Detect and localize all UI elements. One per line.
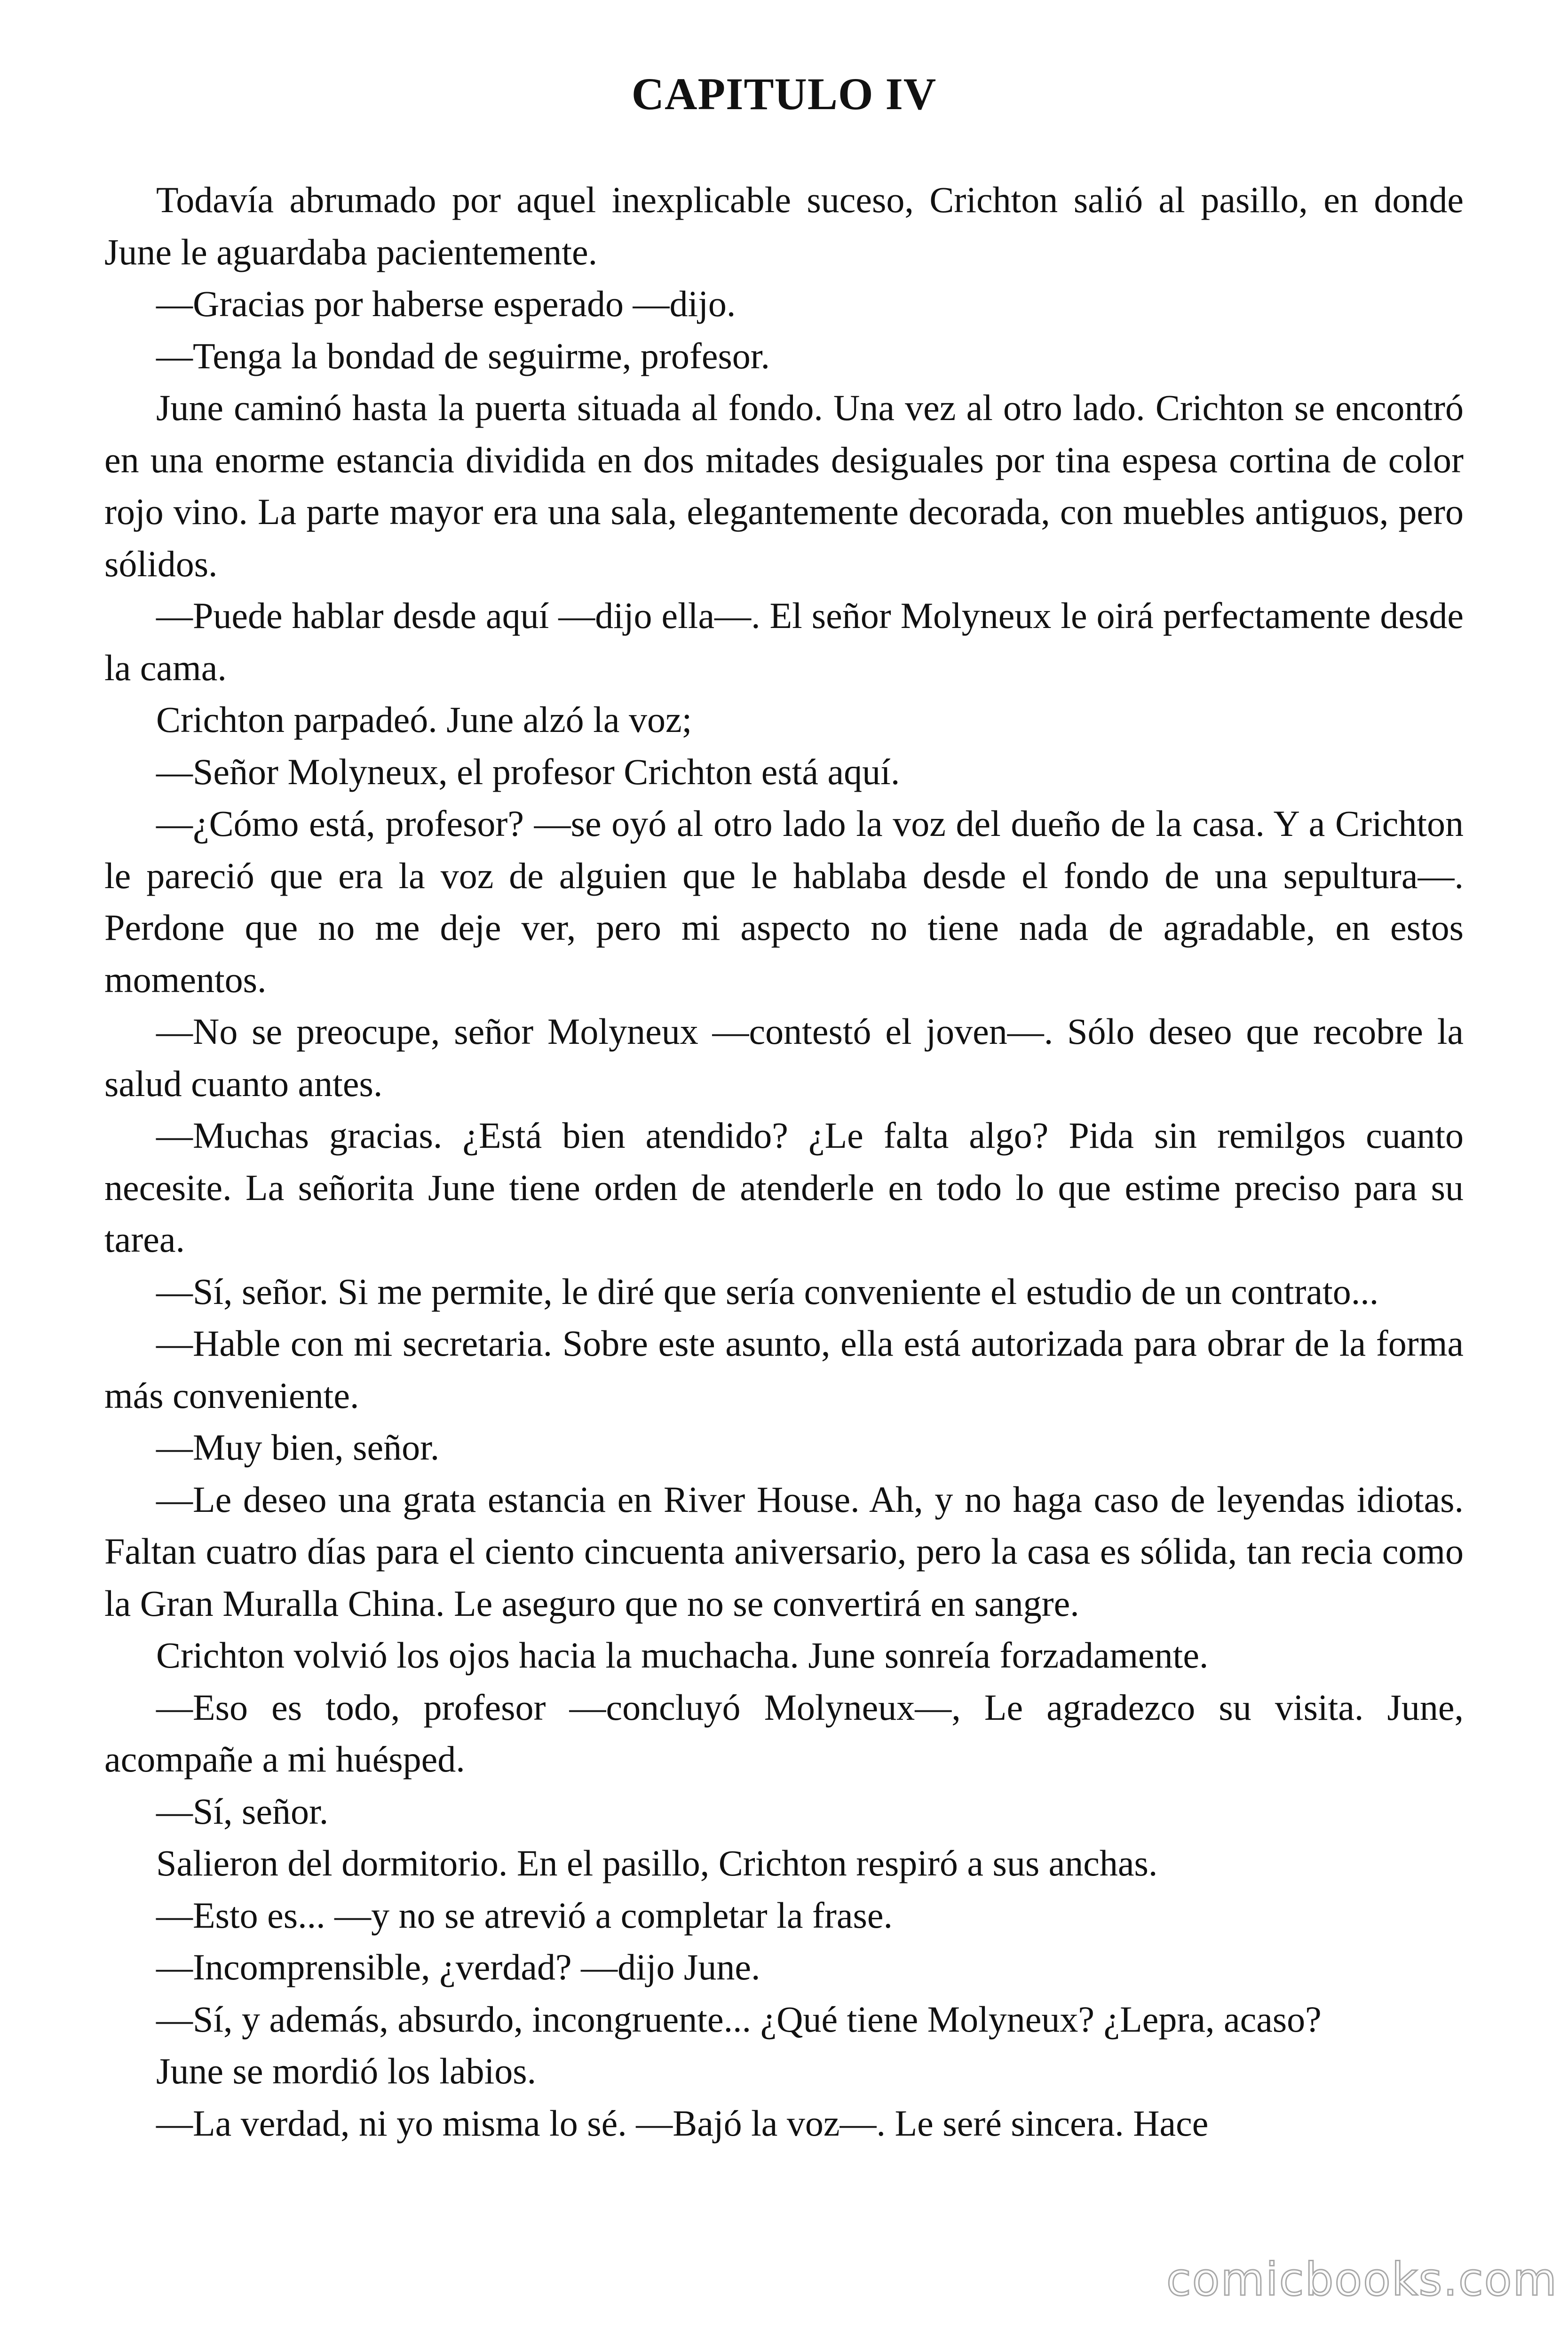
paragraph: —Sí, y además, absurdo, incongruente... ¿Qué tiene Molyneux? ¿Lepra, acaso?	[156, 1998, 1322, 2040]
paragraph: —Muy bien, señor.	[156, 1427, 440, 1468]
book-page	[104, 66, 1464, 2149]
paragraph: Crichton parpadeó. June alzó la voz;	[156, 699, 692, 740]
paragraph: Todavía abrumado por aquel inexplicable suceso, Crichton salió al pasillo, en donde June le aguardaba pacientemente.	[104, 179, 1464, 272]
paragraph: —Eso es todo, profesor —concluyó Molyneux—, Le agradezco su visita. June, acompañe a mi huésped.	[104, 1686, 1464, 1780]
paragraph: —Puede hablar desde aquí —dijo ella—. El señor Molyneux le oirá perfectamente desde la cama.	[104, 595, 1464, 688]
paragraph: June se mordió los labios.	[156, 2050, 537, 2091]
paragraph: —No se preocupe, señor Molyneux —contestó el joven—. Sólo deseo que recobre la salud cuanto antes.	[104, 1011, 1464, 1104]
paragraph: —Le deseo una grata estancia en River House. Ah, y no haga caso de leyendas idiotas. Faltan cuatro días para el ciento cincuenta aniversario, pero la casa es sólida, tan recia como la Gran Muralla China. Le aseguro que no se convertirá en sangre.	[104, 1478, 1464, 1624]
paragraph: Salieron del dormitorio. En el pasillo, Crichton respiró a sus anchas.	[156, 1843, 1158, 1883]
paragraph: June caminó hasta la puerta situada al fondo. Una vez al otro lado. Crichton se encontró en una enorme estancia dividida en dos mitades desiguales por tina espesa cortina de color rojo vino. La parte mayor era una sala, elegantemente decorada, con muebles antiguos, pero sólidos.	[104, 387, 1464, 584]
paragraph: —Gracias por haberse esperado —dijo.	[156, 283, 736, 324]
chapter-title: CAPITULO IV	[631, 69, 937, 119]
paragraph: —Señor Molyneux, el profesor Crichton está aquí.	[156, 751, 900, 792]
paragraph: —Muchas gracias. ¿Está bien atendido? ¿Le falta algo? Pida sin remilgos cuanto necesite. La señorita June tiene orden de atenderle en todo lo que estime preciso para su tarea.	[104, 1115, 1464, 1260]
paragraph: —Sí, señor.	[156, 1790, 329, 1832]
watermark-logo: comicbooks.com	[1166, 2253, 1558, 2306]
paragraph: —Sí, señor. Si me permite, le diré que sería conveniente el estudio de un contrato...	[156, 1271, 1379, 1312]
paragraph: —Tenga la bondad de seguirme, profesor.	[156, 335, 770, 376]
body-text	[104, 174, 1464, 2149]
paragraph: Crichton volvió los ojos hacia la muchacha. June sonreía forzadamente.	[156, 1635, 1209, 1676]
paragraph: —Esto es... —y no se atrevió a completar la frase.	[156, 1894, 893, 1936]
paragraph: —Hable con mi secretaria. Sobre este asunto, ella está autorizada para obrar de la forma más conveniente.	[104, 1323, 1464, 1416]
paragraph: —¿Cómo está, profesor? —se oyó al otro lado la voz del dueño de la casa. Y a Crichton le pareció que era la voz de alguien que le hablaba desde el fondo de una sepultura—. Perdone que no me deje ver, pero mi aspecto no tiene nada de agradable, en estos momentos.	[104, 803, 1464, 1000]
paragraph: —La verdad, ni yo misma lo sé. —Bajó la voz—. Le seré sincera. Hace	[156, 2102, 1209, 2144]
paragraph: —Incomprensible, ¿verdad? —dijo June.	[156, 1947, 760, 1987]
